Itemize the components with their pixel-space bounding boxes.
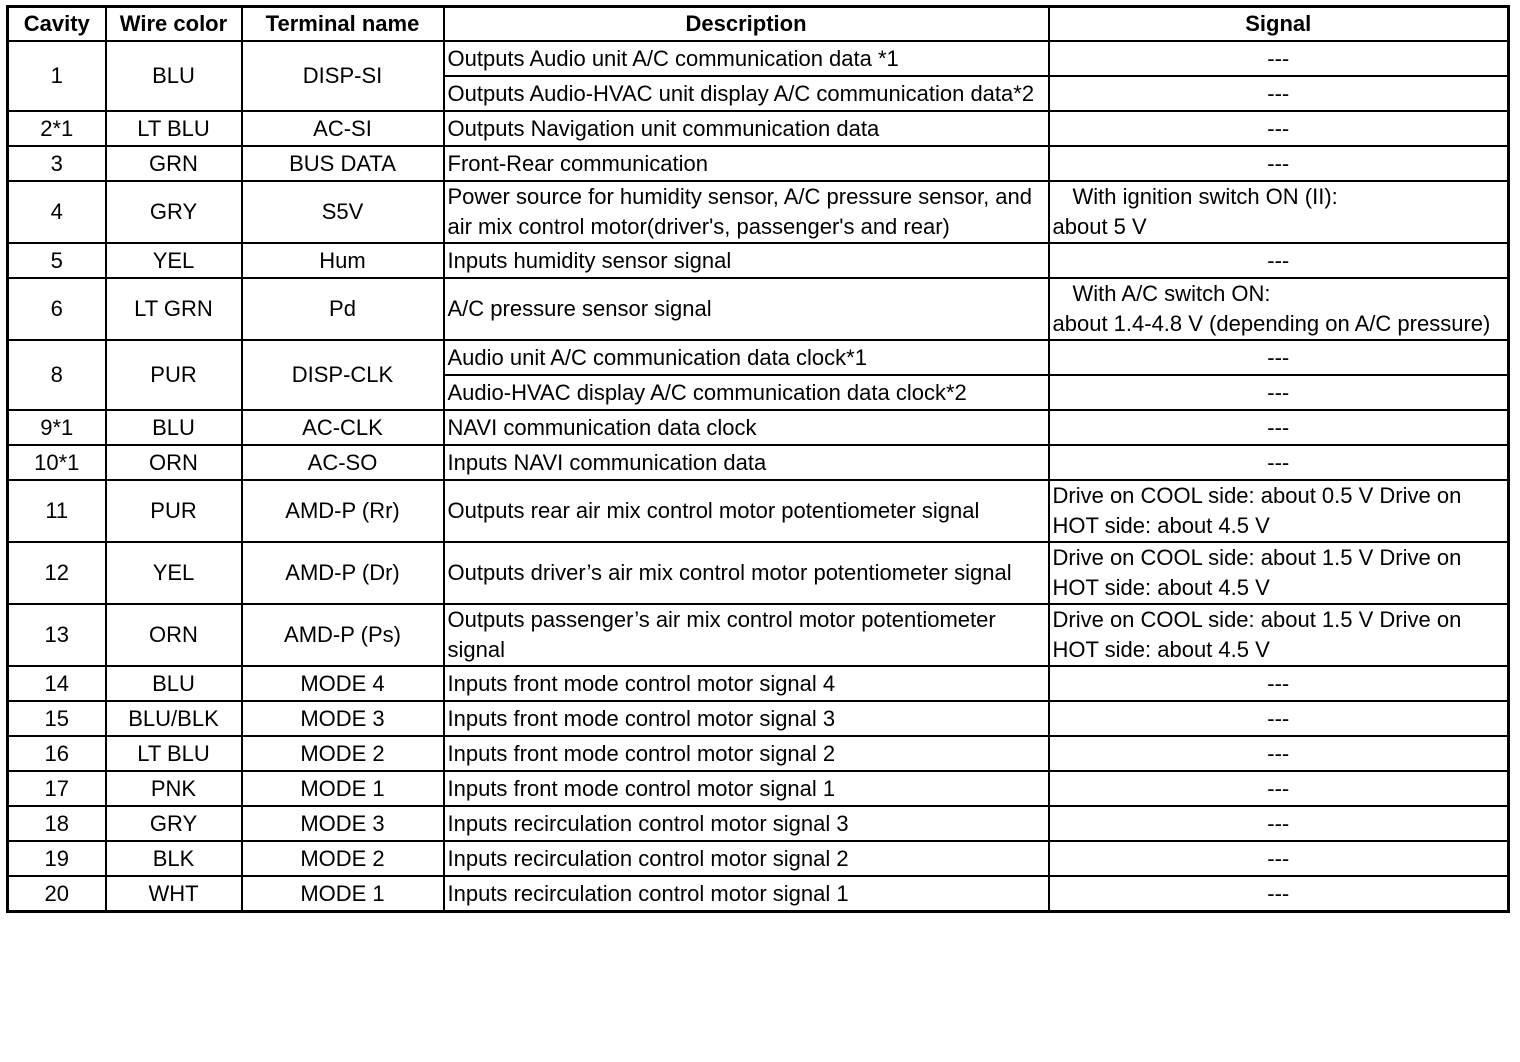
- signal-cell: ---: [1049, 111, 1509, 146]
- signal-cell: ---: [1049, 841, 1509, 876]
- table-row: [8, 701, 1509, 736]
- cavity-cell: 19: [8, 841, 106, 876]
- description-cell: Outputs rear air mix control motor potentiometer signal: [444, 480, 1049, 542]
- wire-color-cell: GRY: [106, 806, 242, 841]
- table-row: [8, 480, 1509, 542]
- terminal-name-cell: BUS DATA: [242, 146, 444, 181]
- signal-cell: ---: [1049, 146, 1509, 181]
- cavity-cell: 5: [8, 243, 106, 278]
- signal-condition: With ignition switch ON (II):: [1072, 184, 1338, 209]
- terminal-name-cell: MODE 3: [242, 701, 444, 736]
- table-row: [8, 841, 1509, 876]
- terminal-name-cell: DISP-CLK: [242, 340, 444, 410]
- terminal-name-cell: AMD-P (Rr): [242, 480, 444, 542]
- description-cell: Inputs NAVI communication data: [444, 445, 1049, 480]
- wire-color-cell: WHT: [106, 876, 242, 912]
- wire-color-cell: ORN: [106, 445, 242, 480]
- wire-color-cell: ORN: [106, 604, 242, 666]
- description-cell: Outputs Audio-HVAC unit display A/C communication data*2: [444, 76, 1049, 111]
- signal-condition: With A/C switch ON:: [1072, 281, 1271, 306]
- cavity-cell: 13: [8, 604, 106, 666]
- description-cell: Outputs passenger’s air mix control motor potentiometer signal: [444, 604, 1049, 666]
- terminal-name-cell: AMD-P (Ps): [242, 604, 444, 666]
- signal-cell: Drive on COOL side: about 1.5 V Drive on HOT side: about 4.5 V: [1049, 604, 1509, 666]
- header-terminal-name: Terminal name: [242, 7, 444, 42]
- signal-cell: ---: [1049, 76, 1509, 111]
- header-signal: Signal: [1049, 7, 1509, 42]
- table-row: [8, 278, 1509, 340]
- description-cell: Inputs humidity sensor signal: [444, 243, 1049, 278]
- signal-cell: ---: [1049, 876, 1509, 912]
- cavity-cell: 16: [8, 736, 106, 771]
- terminal-name-cell: MODE 2: [242, 841, 444, 876]
- cavity-cell: 6: [8, 278, 106, 340]
- wire-color-cell: YEL: [106, 243, 242, 278]
- description-cell: Outputs driver’s air mix control motor potentiometer signal: [444, 542, 1049, 604]
- wire-color-cell: BLK: [106, 841, 242, 876]
- description-cell: Inputs front mode control motor signal 2: [444, 736, 1049, 771]
- table-row: [8, 181, 1509, 243]
- wire-color-cell: LT BLU: [106, 111, 242, 146]
- terminal-name-cell: MODE 4: [242, 666, 444, 701]
- cavity-cell: 9*1: [8, 410, 106, 445]
- wire-color-cell: LT GRN: [106, 278, 242, 340]
- signal-cell: [1049, 278, 1509, 340]
- description-cell: Audio unit A/C communication data clock*1: [444, 340, 1049, 375]
- description-cell: Power source for humidity sensor, A/C pressure sensor, and air mix control motor(driver's, passenger's and rear): [444, 181, 1049, 243]
- cavity-cell: 8: [8, 340, 106, 410]
- signal-cell: ---: [1049, 701, 1509, 736]
- cavity-cell: 3: [8, 146, 106, 181]
- terminal-name-cell: Hum: [242, 243, 444, 278]
- wire-color-cell: BLU: [106, 41, 242, 111]
- description-cell: Inputs front mode control motor signal 1: [444, 771, 1049, 806]
- description-cell: NAVI communication data clock: [444, 410, 1049, 445]
- header-cavity: Cavity: [8, 7, 106, 42]
- signal-cell: [1049, 181, 1509, 243]
- terminal-name-cell: MODE 3: [242, 806, 444, 841]
- wire-color-cell: BLU: [106, 410, 242, 445]
- terminal-name-cell: AC-SO: [242, 445, 444, 480]
- cavity-cell: 18: [8, 806, 106, 841]
- table-row: [8, 542, 1509, 604]
- table-row: [8, 243, 1509, 278]
- cavity-cell: 14: [8, 666, 106, 701]
- signal-cell: ---: [1049, 340, 1509, 375]
- table-row: [8, 445, 1509, 480]
- wire-color-cell: PUR: [106, 340, 242, 410]
- table-row: [8, 736, 1509, 771]
- table-row: [8, 876, 1509, 912]
- terminal-name-cell: DISP-SI: [242, 41, 444, 111]
- table-row: [8, 771, 1509, 806]
- signal-cell: ---: [1049, 243, 1509, 278]
- description-cell: Inputs recirculation control motor signal 2: [444, 841, 1049, 876]
- table-row: [8, 111, 1509, 146]
- wire-color-cell: BLU/BLK: [106, 701, 242, 736]
- table-row: [8, 146, 1509, 181]
- wire-color-cell: YEL: [106, 542, 242, 604]
- description-cell: Inputs recirculation control motor signal 1: [444, 876, 1049, 912]
- signal-cell: ---: [1049, 666, 1509, 701]
- cavity-cell: 17: [8, 771, 106, 806]
- terminal-name-cell: AC-CLK: [242, 410, 444, 445]
- table-row: [8, 410, 1509, 445]
- cavity-cell: 1: [8, 41, 106, 111]
- signal-cell: ---: [1049, 445, 1509, 480]
- terminal-name-cell: AMD-P (Dr): [242, 542, 444, 604]
- wire-color-cell: GRY: [106, 181, 242, 243]
- header-description: Description: [444, 7, 1049, 42]
- terminal-name-cell: S5V: [242, 181, 444, 243]
- signal-cell: ---: [1049, 41, 1509, 76]
- wire-color-cell: LT BLU: [106, 736, 242, 771]
- signal-value: about 1.4-4.8 V (depending on A/C pressure): [1052, 311, 1491, 336]
- description-cell: Front-Rear communication: [444, 146, 1049, 181]
- header-wire-color: Wire color: [106, 7, 242, 42]
- header-row: [8, 7, 1509, 42]
- terminal-name-cell: AC-SI: [242, 111, 444, 146]
- wire-color-cell: GRN: [106, 146, 242, 181]
- table-row: [8, 604, 1509, 666]
- signal-value: about 5 V: [1052, 214, 1147, 239]
- description-cell: A/C pressure sensor signal: [444, 278, 1049, 340]
- description-cell: Outputs Audio unit A/C communication data *1: [444, 41, 1049, 76]
- table-row: [8, 340, 1509, 375]
- wire-color-cell: PNK: [106, 771, 242, 806]
- signal-cell: Drive on COOL side: about 1.5 V Drive on HOT side: about 4.5 V: [1049, 542, 1509, 604]
- cavity-cell: 4: [8, 181, 106, 243]
- cavity-cell: 20: [8, 876, 106, 912]
- description-cell: Inputs recirculation control motor signal 3: [444, 806, 1049, 841]
- signal-cell: ---: [1049, 736, 1509, 771]
- terminal-name-cell: MODE 1: [242, 876, 444, 912]
- description-cell: Audio-HVAC display A/C communication data clock*2: [444, 375, 1049, 410]
- terminal-name-cell: MODE 2: [242, 736, 444, 771]
- table-row: [8, 41, 1509, 76]
- table-row: [8, 806, 1509, 841]
- cavity-cell: 12: [8, 542, 106, 604]
- wire-color-cell: BLU: [106, 666, 242, 701]
- signal-cell: ---: [1049, 771, 1509, 806]
- cavity-cell: 11: [8, 480, 106, 542]
- terminal-name-cell: MODE 1: [242, 771, 444, 806]
- wire-color-cell: PUR: [106, 480, 242, 542]
- signal-cell: Drive on COOL side: about 0.5 V Drive on HOT side: about 4.5 V: [1049, 480, 1509, 542]
- description-cell: Outputs Navigation unit communication data: [444, 111, 1049, 146]
- cavity-cell: 2*1: [8, 111, 106, 146]
- connector-pin-table: [6, 5, 1510, 913]
- description-cell: Inputs front mode control motor signal 4: [444, 666, 1049, 701]
- signal-cell: ---: [1049, 806, 1509, 841]
- description-cell: Inputs front mode control motor signal 3: [444, 701, 1049, 736]
- terminal-name-cell: Pd: [242, 278, 444, 340]
- signal-cell: ---: [1049, 375, 1509, 410]
- table-row: [8, 666, 1509, 701]
- cavity-cell: 15: [8, 701, 106, 736]
- cavity-cell: 10*1: [8, 445, 106, 480]
- signal-cell: ---: [1049, 410, 1509, 445]
